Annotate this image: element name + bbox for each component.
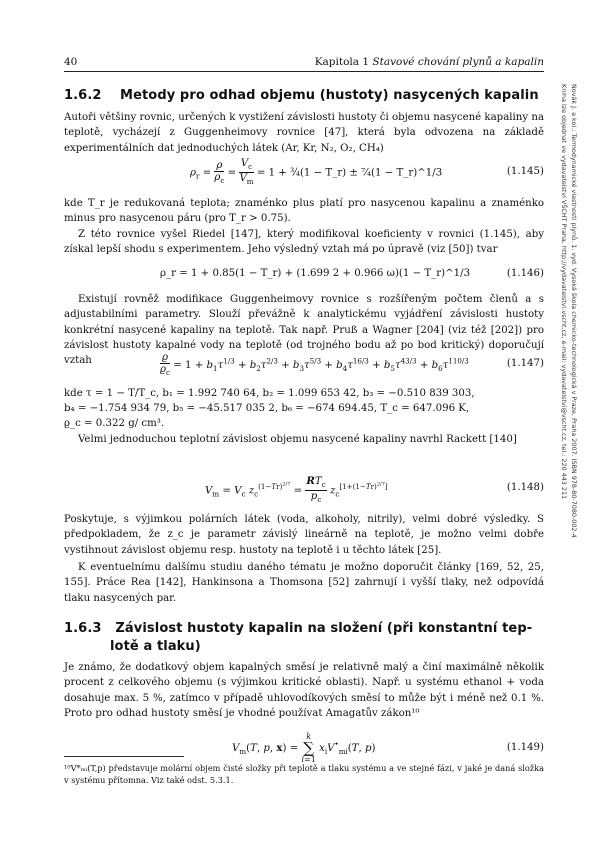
footnote-rule [64, 756, 184, 757]
footnote-10: ¹⁰V*ₘᵢ(T,p) představuje molární objem čisté složky při teplotě a tlaku systému a ve stejné fázi, v jaké je daná složka v systému přítomna. Viz také odst. 5.3.1. [64, 763, 544, 785]
page-number: 40 [64, 56, 78, 68]
equation-number-1148: (1.148) [506, 482, 544, 493]
paragraph-coefficients-3: ϱ_c = 0.322 g/ cm³. [64, 418, 165, 429]
header-rule [64, 71, 544, 72]
equation-1146: ρ_r = 1 + 0.85(1 − T_r) + (1.699 2 + 0.966 ω)(1 − T_r)^1/3 [160, 268, 471, 279]
equation-1147: $\frac{ϱ}{ϱ_c}$ = $1 + b_1\tau^{1/3} + b_2\tau^{2/3} + b_3\tau^{5/3} + b_4\tau^{16/3} + b_5\tau^{43/3} + b_6\tau^{110/3}$ [160, 352, 469, 378]
paragraph-modifications: Existují rovněž modifikace Guggenheimovy rovnice s rozšířeným počtem členů a s adjustabilními parametry. Slouží převážně k analytickému vyjádření závislosti hustoty konkrétní nasycené kapaliny na teplotě. Tak např. Pruß a Wagner [204] (viz též [202]) pro závislost hustoty kapalné vody na teplotě (od trojného bodu až po bod kritický) doporučují vztah [64, 294, 544, 367]
equation-number-1147: (1.147) [506, 358, 544, 369]
equation-number-1149: (1.149) [506, 742, 544, 753]
paragraph-polar-substances: Poskytuje, s výjimkou polárních látek (voda, alkoholy, nitrily), velmi dobré výsledky. S předpokladem, že z_c je parametr závislý lineárně na teplotě, je možno velmi dobře vystihnout závislost objemu resp. hustoty na teplotě i u těchto látek [25]. [64, 514, 544, 556]
paragraph-rackett: Velmi jednoduchou teplotní závislost objemu nasycené kapaliny navrhl Rackett [140] [78, 434, 517, 445]
equation-1148: $V_m = V_c$ $z_c^{(1-Tr)^{2/7}}$ = $\frac{RT_c}{p_c}$ $z_c[1+(1-Tr)2/7]$ [205, 475, 388, 505]
equation-1145: $\rho_r$ = $\frac{\rho}{\rho_c}$ = $\frac{V_c}{V_m}$ = 1 + ¾(1 − T_r) ± ⁷⁄₄(1 − T_r)^1/3 [190, 158, 443, 187]
section-heading-163: 1.6.3 Závislost hustoty kapalin na složení (při konstantní tep- lotě a tlaku) [64, 621, 533, 654]
side-note-line2: Kniha lze objednat ve vydavatelství VŠCHT Praha, http://vydavatelstvi.vscht.cz, e-mail: vydavatelstvi@vscht.cz, tel.: 220 443 211 [560, 84, 568, 500]
paragraph-riedel: Z této rovnice vyšel Riedel [147], který modifikoval koeficienty v rovnici (1.145), aby získal lepší shodu s experimentem. Jeho výsledný vztah má po úpravě (viz [50]) tvar [64, 229, 544, 256]
paragraph-amagat: Je známo, že dodatkový objem kapalných směsí je relativně malý a činí maximálně několik procent z celkového objemu (s výjimkou kritické oblasti). Např. u systému ethanol + voda dosahuje max. 5 %, zatímco v případě uhlovodíkových směsí to může být i méně než 0.1 %. Proto pro odhad hustoty směsí je vhodné používat Amagatův zákon¹⁰ [64, 662, 544, 719]
paragraph-guggenheim: Autoři většiny rovnic, určených k vystižení závislosti hustoty či objemu nasycené kapaliny na teplotě, vycházejí z Guggenheimovy rovnice [47], která byla odvozena na základě experimentálních dat jednoduchých látek (Ar, Kr, N₂, O₂, CH₄) [64, 112, 544, 154]
equation-number-1146: (1.146) [506, 268, 544, 279]
equation-number-1145: (1.145) [506, 166, 544, 177]
running-title: Kapitola 1 Stavové chování plynů a kapalin [314, 56, 544, 68]
side-note-line1: Novák J. a kol.: Termodynamické vlastnosti plynů. 1. vyd. Vysoká škola chemicko-technologická v Praze, Praha 2007. ISBN 978-80-7080-002-4 [570, 84, 578, 538]
equation-1149: $V_m(T$, p, x) = k ∑ i=1 $x_iV^•_{mi}(T$, p) [232, 732, 376, 764]
paragraph-coefficients-1: kde τ = 1 − T/T_c, b₁ = 1.992 740 64, b₂ = 1.099 653 42, b₃ = −0.510 839 303, [64, 388, 475, 399]
paragraph-reduced-temperature: kde T_r je redukovaná teplota; znaménko plus platí pro nasycenou kapalinu a znaménko minus pro nasycenou páru (pro T_r > 0.75). [64, 198, 544, 225]
paragraph-further-study: K eventuelnímu dalšímu studiu daného tématu je možno doporučit články [169, 52, 25, 155]. Práce Rea [142], Hankinsona a Thomsona [52] zahrnují i vyšší tlaky, než odpovídá tlaku nasycených par. [64, 562, 544, 604]
paragraph-coefficients-2: b₄ = −1.754 934 79, b₅ = −45.517 035 2, b₆ = −674 694.45, T_c = 647.096 K, [64, 403, 470, 414]
section-heading-162: 1.6.2 Metody pro odhad objemu (hustoty) nasycených kapalin [64, 88, 539, 103]
